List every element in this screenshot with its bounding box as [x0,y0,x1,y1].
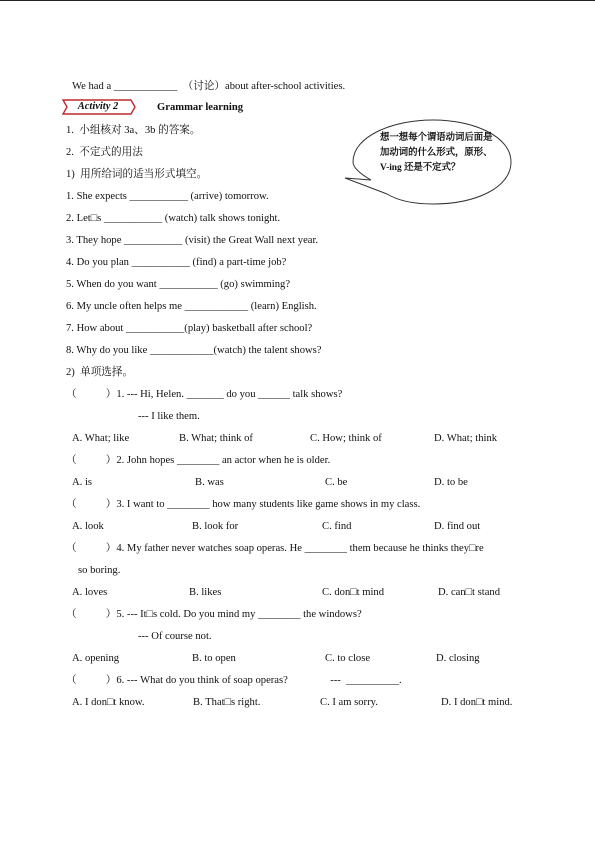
page-top-border [0,0,595,1]
mc-1-option-b: B. What; think of [179,433,253,444]
mc-4-question: （ ）4. My father never watches soap operas. He ________ them because he thinks they□re [66,543,484,554]
part-2-instruction: 2) 单项选择。 [66,367,134,378]
mc-2-option-b: B. was [195,477,224,488]
mc-6-option-c: C. I am sorry. [320,697,378,708]
mc-5-option-c: C. to close [325,653,371,664]
mc-6-option-a: A. I don□t know. [72,697,145,708]
fill-in-item-4: 4. Do you plan ___________ (find) a part-time job? [66,257,287,268]
mc-5-option-a: A. opening [72,653,120,664]
mc-5-reply: --- Of course not. [138,631,212,642]
mc-2-option-a: A. is [72,477,93,488]
mc-5-option-b: B. to open [192,653,236,664]
mc-3-option-b: B. look for [192,521,239,532]
mc-1-reply: --- I like them. [138,411,200,422]
mc-4-option-b: B. likes [189,587,222,598]
mc-1-option-a: A. What; like [72,433,130,444]
mc-4-option-c: C. don□t mind [322,587,385,598]
mc-2-option-d: D. to be [434,477,468,488]
activity-badge [61,97,151,117]
speech-bubble-text: 想一想每个谓语动词后面是加动词的什么形式，原形、V-ing 还是不定式？ [380,133,493,173]
activity-title: Grammar learning [157,102,244,113]
fill-in-item-3: 3. They hope ___________ (visit) the Great Wall next year. [66,235,319,246]
mc-1-question: （ ）1. --- Hi, Helen. _______ do you ______ talk shows? [66,389,343,400]
mc-2-option-c: C. be [325,477,348,488]
discussion-line: We had a ____________ （讨论）about after-school activities. [72,81,346,92]
mc-3-question: （ ）3. I want to ________ how many students like game shows in my class. [66,499,421,510]
activity-badge-label: Activity 2 [77,101,119,112]
mc-3-option-a: A. look [72,521,104,532]
fill-in-item-8: 8. Why do you like ____________(watch) the talent shows? [66,345,322,356]
fill-in-item-6: 6. My uncle often helps me ____________ (learn) English. [66,301,317,312]
mc-4-option-a: A. loves [72,587,108,598]
mc-4-continued: so boring. [78,565,121,576]
part-1-instruction: 1) 用所给词的适当形式填空。 [66,169,208,180]
fill-in-item-2: 2. Let□s ___________ (watch) talk shows tonight. [66,213,281,224]
fill-in-item-5: 5. When do you want ___________ (go) swimming? [66,279,291,290]
step-2-text: 2. 不定式的用法 [66,147,143,158]
mc-6-question: （ ）6. --- What do you think of soap operas? --- __________. [66,675,402,686]
mc-4-option-d: D. can□t stand [438,587,501,598]
step-1-text: 1. 小组核对 3a、3b 的答案。 [66,125,201,136]
mc-1-option-d: D. What; think [434,433,498,444]
mc-3-option-d: D. find out [434,521,481,532]
mc-1-option-c: C. How; think of [310,433,382,444]
mc-6-option-b: B. That□s right. [193,697,261,708]
mc-2-question: （ ）2. John hopes ________ an actor when he is older. [66,455,331,466]
mc-3-option-c: C. find [322,521,352,532]
fill-in-item-1: 1. She expects ___________ (arrive) tomorrow. [66,191,269,202]
mc-5-option-d: D. closing [436,653,480,664]
mc-5-question: （ ）5. --- It□s cold. Do you mind my ________ the windows? [66,609,362,620]
fill-in-item-7: 7. How about ___________(play) basketball after school? [66,323,313,334]
mc-6-option-d: D. I don□t mind. [441,697,513,708]
